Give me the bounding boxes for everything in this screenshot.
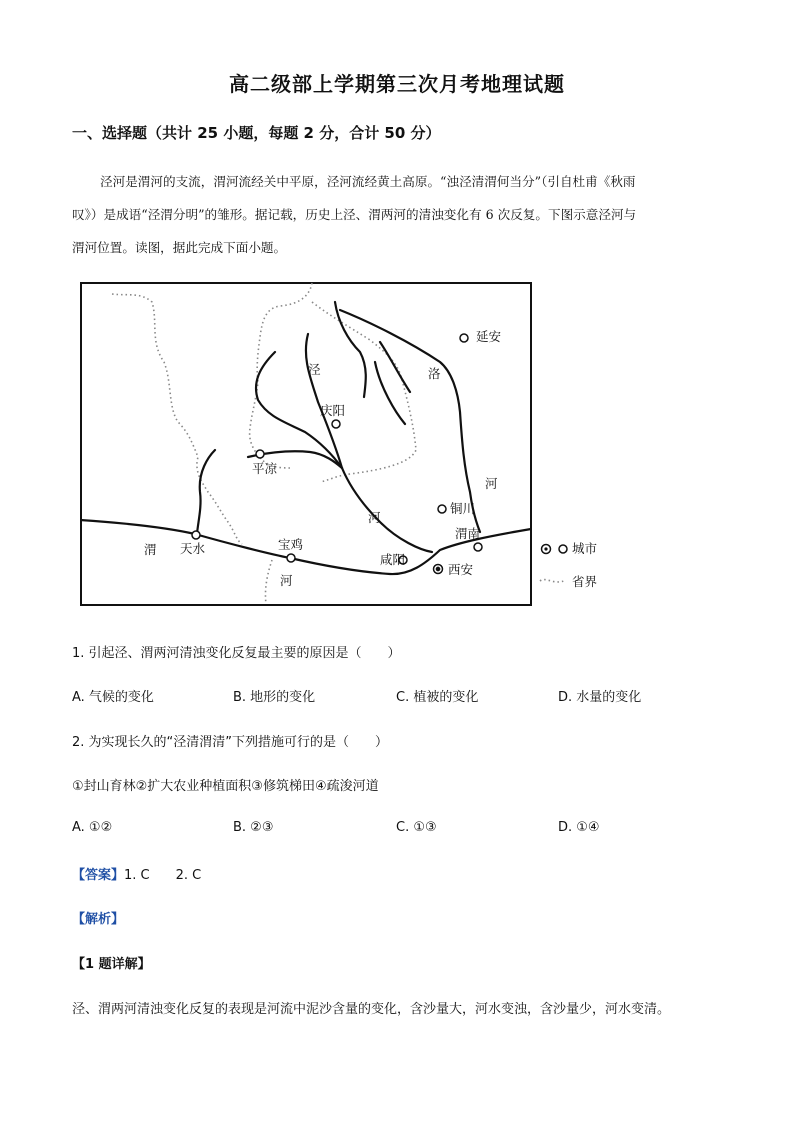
legend-city-label: 城市 xyxy=(572,541,598,556)
q2-option-b: B. ②③ xyxy=(233,820,274,835)
city-qingyang-marker xyxy=(332,420,340,428)
answer-value: 1. C 2. C xyxy=(124,868,202,883)
q1-option-d: D. 水量的变化 xyxy=(558,690,642,705)
label-jing: 泾 xyxy=(308,362,321,377)
q1-option-a: A. 气候的变化 xyxy=(72,690,154,705)
q2-option-a: A. ①② xyxy=(72,820,113,835)
label-jing-he: 河 xyxy=(368,510,381,525)
city-yanan-marker xyxy=(460,334,468,342)
section-heading: 一、选择题（共计 25 小题，每题 2 分，合计 50 分） xyxy=(72,124,441,142)
label-wei-he: 河 xyxy=(280,573,293,588)
label-baoji: 宝鸡 xyxy=(278,537,304,552)
label-luo: 洛 xyxy=(428,366,441,381)
tianshui-tributary xyxy=(197,450,215,534)
passage-line-2: 叹》）是成语“泾渭分明”的雏形。据记载，历史上泾、渭两河的清浊变化有 6 次反复。下图示意泾河与 xyxy=(72,207,637,222)
label-xian: 西安 xyxy=(448,562,474,577)
passage-line-1: 泾河是渭河的支流，渭河流经关中平原，泾河流经黄土高原。“浊泾清渭何当分”（引自杜甫《秋雨 xyxy=(100,174,636,189)
question-1-stem: 1. 引起泾、渭两河清浊变化反复最主要的原因是（ ） xyxy=(72,646,401,661)
label-qingyang: 庆阳 xyxy=(320,403,346,418)
question-2-measures: ①封山育林②扩大农业种植面积③修筑梯田④疏浚河道 xyxy=(72,779,379,794)
city-tianshui-marker xyxy=(192,531,200,539)
legend-border-icon xyxy=(540,580,566,582)
label-pingliang: 平凉 xyxy=(252,461,278,476)
question-2-stem: 2. 为实现长久的“泾清渭清”下列措施可行的是（ ） xyxy=(72,735,389,750)
q1-option-c: C. 植被的变化 xyxy=(396,690,479,705)
city-baoji-marker xyxy=(287,554,295,562)
passage-line-3: 渭河位置。读图，据此完成下面小题。 xyxy=(72,240,287,255)
label-wei: 渭 xyxy=(144,542,157,557)
passage xyxy=(72,165,722,264)
page-title: 高二级部上学期第三次月考地理试题 xyxy=(229,72,565,96)
border-south xyxy=(265,560,272,604)
q2-option-d: D. ①④ xyxy=(558,820,600,835)
city-weinan-marker xyxy=(474,543,482,551)
legend-border-label: 省界 xyxy=(572,574,598,589)
detail-text: 泾、渭两河清浊变化反复的表现是河流中泥沙含量的变化，含沙量大，河水变浊，含沙量少，河水变清。 xyxy=(72,1002,671,1017)
province-borders xyxy=(112,283,416,604)
label-xianyang: 咸阳 xyxy=(380,552,406,567)
luo-branch-2 xyxy=(375,362,405,424)
label-yanan: 延安 xyxy=(476,329,502,344)
label-weinan: 渭南 xyxy=(455,526,481,541)
q2-option-c: C. ①③ xyxy=(396,820,437,835)
city-tongchuan-marker xyxy=(438,505,446,513)
border-west xyxy=(112,294,242,544)
city-pingliang-marker xyxy=(256,450,264,458)
answer-label: 【答案】 xyxy=(72,868,125,883)
jing-branch-north xyxy=(335,302,366,397)
label-tongchuan: 铜川 xyxy=(450,501,476,516)
map-legend xyxy=(536,536,616,596)
answer-line xyxy=(72,864,201,883)
legend-city-icon xyxy=(559,545,567,553)
detail-label: 【1 题详解】 xyxy=(72,957,151,972)
label-luo-he: 河 xyxy=(485,476,498,491)
luo-branch-1 xyxy=(380,342,410,392)
capital-dot xyxy=(436,567,439,570)
q1-option-b: B. 地形的变化 xyxy=(233,690,316,705)
label-tianshui: 天水 xyxy=(180,541,206,556)
analysis-label: 【解析】 xyxy=(72,912,125,927)
river-map xyxy=(80,282,532,606)
